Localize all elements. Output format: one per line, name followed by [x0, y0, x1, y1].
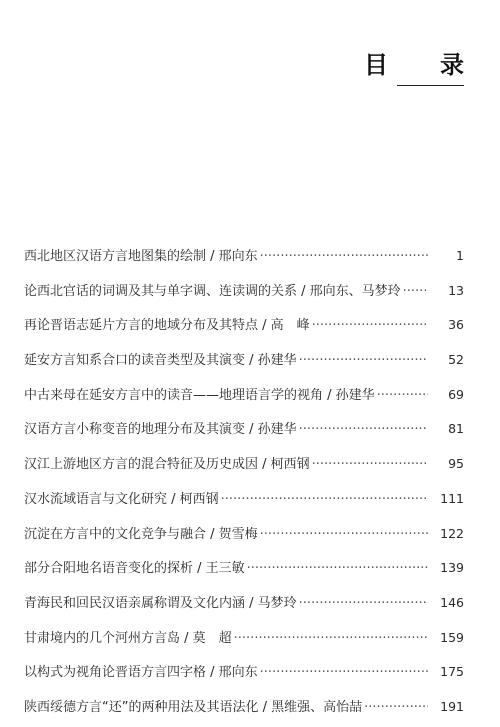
toc-page-number: 36 — [448, 317, 464, 333]
toc-page-number: 122 — [440, 525, 464, 541]
toc-entry[interactable] — [24, 692, 464, 727]
toc-entry[interactable] — [24, 588, 464, 623]
toc-page-number: 95 — [448, 456, 464, 472]
toc-entry-title: 汉语方言小称变音的地理分布及其演变 / 孙建华 — [24, 422, 297, 438]
dot-leader — [234, 624, 428, 654]
dot-leader — [312, 311, 428, 341]
toc-page-number: 69 — [448, 386, 464, 402]
toc-entry-title: 延安方言知系合口的读音类型及其演变 / 孙建华 — [24, 353, 297, 369]
title-underline — [397, 85, 464, 86]
toc-entry-title: 以构式为视角论晋语方言四字格 / 邢向东 — [24, 665, 258, 681]
toc-entry-title: 陕西绥德方言“还”的两种用法及其语法化 / 黑维强、高怡喆 — [24, 699, 363, 715]
toc-page-number: 146 — [440, 594, 464, 610]
toc-page-number: 13 — [448, 282, 464, 298]
dot-leader — [299, 346, 428, 376]
toc-page-number: 81 — [448, 421, 464, 437]
toc-page-number: 52 — [448, 352, 464, 368]
toc-entry[interactable] — [24, 657, 464, 692]
toc-entry[interactable] — [24, 241, 464, 276]
toc-entry[interactable] — [24, 414, 464, 449]
dot-leader — [377, 381, 428, 411]
table-of-contents — [24, 241, 464, 727]
toc-entry[interactable] — [24, 310, 464, 345]
toc-entry-title: 汉水流域语言与文化研究 / 柯西钢 — [24, 491, 219, 507]
dot-leader — [260, 520, 428, 550]
toc-entry-title: 汉江上游地区方言的混合特征及历史成因 / 柯西钢 — [24, 457, 310, 473]
toc-page-number: 111 — [440, 490, 464, 506]
dot-leader — [260, 658, 428, 688]
toc-entry-title: 沉淀在方言中的文化竞争与融合 / 贺雪梅 — [24, 526, 258, 542]
toc-entry[interactable] — [24, 553, 464, 588]
toc-entry-title: 西北地区汉语方言地图集的绘制 / 邢向东 — [24, 249, 258, 264]
toc-entry[interactable] — [24, 380, 464, 415]
dot-leader — [299, 415, 428, 445]
dot-leader — [364, 693, 428, 723]
dot-leader — [403, 277, 428, 307]
toc-entry-title: 青海民和回民汉语亲属称谓及文化内涵 / 马梦玲 — [24, 595, 297, 611]
toc-page-number: 1 — [456, 248, 464, 263]
toc-entry-title: 甘肃境内的几个河州方言岛 / 莫 超 — [24, 630, 232, 646]
dot-leader — [247, 554, 428, 584]
toc-entry-title: 部分合阳地名语音变化的探析 / 王三敏 — [24, 561, 245, 577]
toc-entry-title: 再论晋语志延片方言的地域分布及其特点 / 高 峰 — [24, 318, 310, 334]
dot-leader — [312, 450, 428, 480]
toc-entry[interactable] — [24, 484, 464, 519]
toc-entry[interactable] — [24, 623, 464, 658]
dot-leader — [221, 485, 428, 515]
toc-entry-title: 论西北官话的词调及其与单字调、连读调的关系 / 邢向东、马梦玲 — [24, 283, 401, 299]
dot-leader — [299, 589, 428, 619]
toc-entry[interactable] — [24, 345, 464, 380]
toc-page-number: 139 — [440, 560, 464, 576]
page-title: 目 录 — [364, 51, 478, 79]
toc-entry[interactable] — [24, 519, 464, 554]
dot-leader — [260, 242, 428, 272]
toc-entry-title: 中古来母在延安方言中的读音——地理语言学的视角 / 孙建华 — [24, 387, 375, 403]
toc-entry[interactable] — [24, 449, 464, 484]
toc-page-number: 191 — [440, 698, 464, 714]
toc-page-number: 175 — [440, 664, 464, 680]
toc-page-number: 159 — [440, 629, 464, 645]
toc-entry[interactable] — [24, 276, 464, 311]
